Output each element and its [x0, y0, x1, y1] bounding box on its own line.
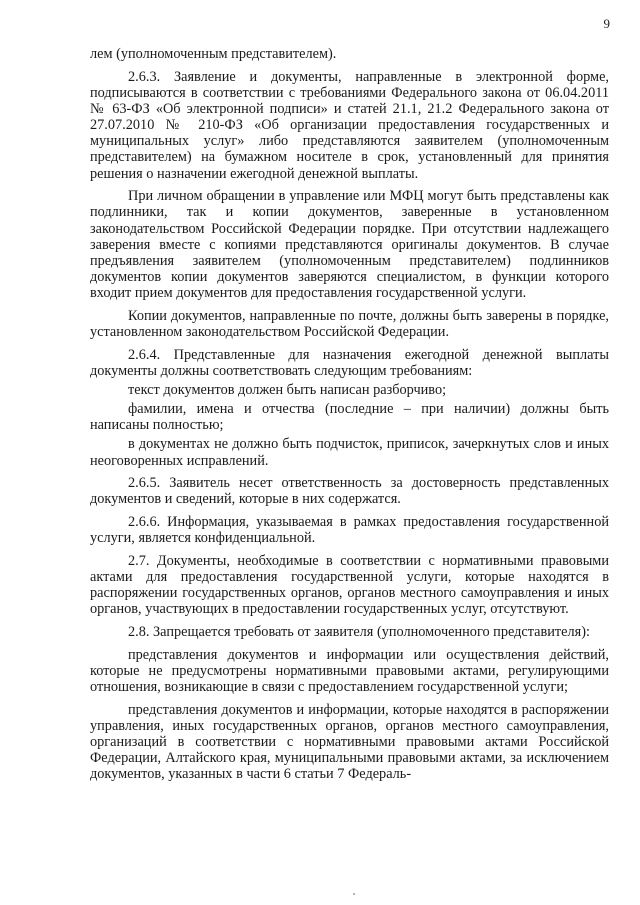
- prohibition-available-documents: представления документов и информации, которые находятся в распоряжении управления, иных государственных органов, органов местного самоуправления, организаций в соответствии с нормативными правовыми актами Российской Федерации, Алтайского края, муниципальными правовыми актами, за исключением документов, указанных в части 6 статьи 7 Федераль-: [90, 701, 609, 783]
- paragraph-2-6-6: 2.6.6. Информация, указываемая в рамках предоставления государственной услуги, является конфиденциальной.: [90, 514, 609, 547]
- paragraph-2-6-4: 2.6.4. Представленные для назначения ежегодной денежной выплаты документы должны соответствовать следующим требованиям:: [90, 346, 609, 379]
- paragraph-2-7: 2.7. Документы, необходимые в соответствии с нормативными правовыми актами для предоставления государственной услуги, которые находятся в распоряжении государственных органов, органов местного самоуправления и иных органов, участвующих в предоставлении государственных услуг, отсутствуют.: [90, 552, 609, 618]
- requirement-no-corrections: в документах не должно быть подчисток, приписок, зачеркнутых слов и иных неоговоренных исправлений.: [90, 436, 609, 469]
- document-body: [90, 46, 609, 789]
- paragraph-2-6-5: 2.6.5. Заявитель несет ответственность за достоверность представленных документов и сведений, которые в них содержатся.: [90, 475, 609, 508]
- page-number: 9: [603, 16, 610, 31]
- paragraph-personal-submission: При личном обращении в управление или МФЦ могут быть представлены как подлинники, так и копии документов, заверенные в установленном законодательством Российской Федерации порядке. При отсутствии надлежащего заверения вместе с копиями представляются оригиналы документов. В случае предъявления заявителем (уполномоченным представителем) подлинников документов копии документов заверяются специалистом, в функции которого входит прием документов для предоставления государственной услуги.: [90, 188, 609, 302]
- paragraph-2-8: 2.8. Запрещается требовать от заявителя (уполномоченного представителя):: [128, 624, 590, 640]
- paragraph-postal-copies: Копии документов, направленные по почте, должны быть заверены в порядке, установленном законодательством Российской Федерации.: [90, 307, 609, 340]
- paragraph-2-6-3: 2.6.3. Заявление и документы, направленные в электронной форме, подписываются в соответствии с требованиями Федерального закона от 06.04.2011 № 63-ФЗ «Об электронной подписи» и статей 21.1, 21.2 Федерального закона от 27.07.2010 № 210-ФЗ «Об организации предоставления государственных и муниципальных услуг» либо представляются заявителем (уполномоченным представителем) на бумажном носителе в срок, установленный для принятия решения о назначении ежегодной денежной выплаты.: [90, 68, 609, 182]
- scan-speck: [353, 893, 355, 895]
- requirement-legible: текст документов должен быть написан разборчиво;: [128, 381, 447, 398]
- paragraph-continuation: лем (уполномоченным представителем).: [90, 46, 337, 62]
- requirement-full-names: фамилии, имена и отчества (последние – при наличии) должны быть написаны полностью;: [90, 401, 609, 434]
- prohibition-extra-documents: представления документов и информации или осуществления действий, которые не предусмотрены нормативными правовыми актами, регулирующими отношения, возникающие в связи с предоставлением государственной услуги;: [90, 646, 609, 695]
